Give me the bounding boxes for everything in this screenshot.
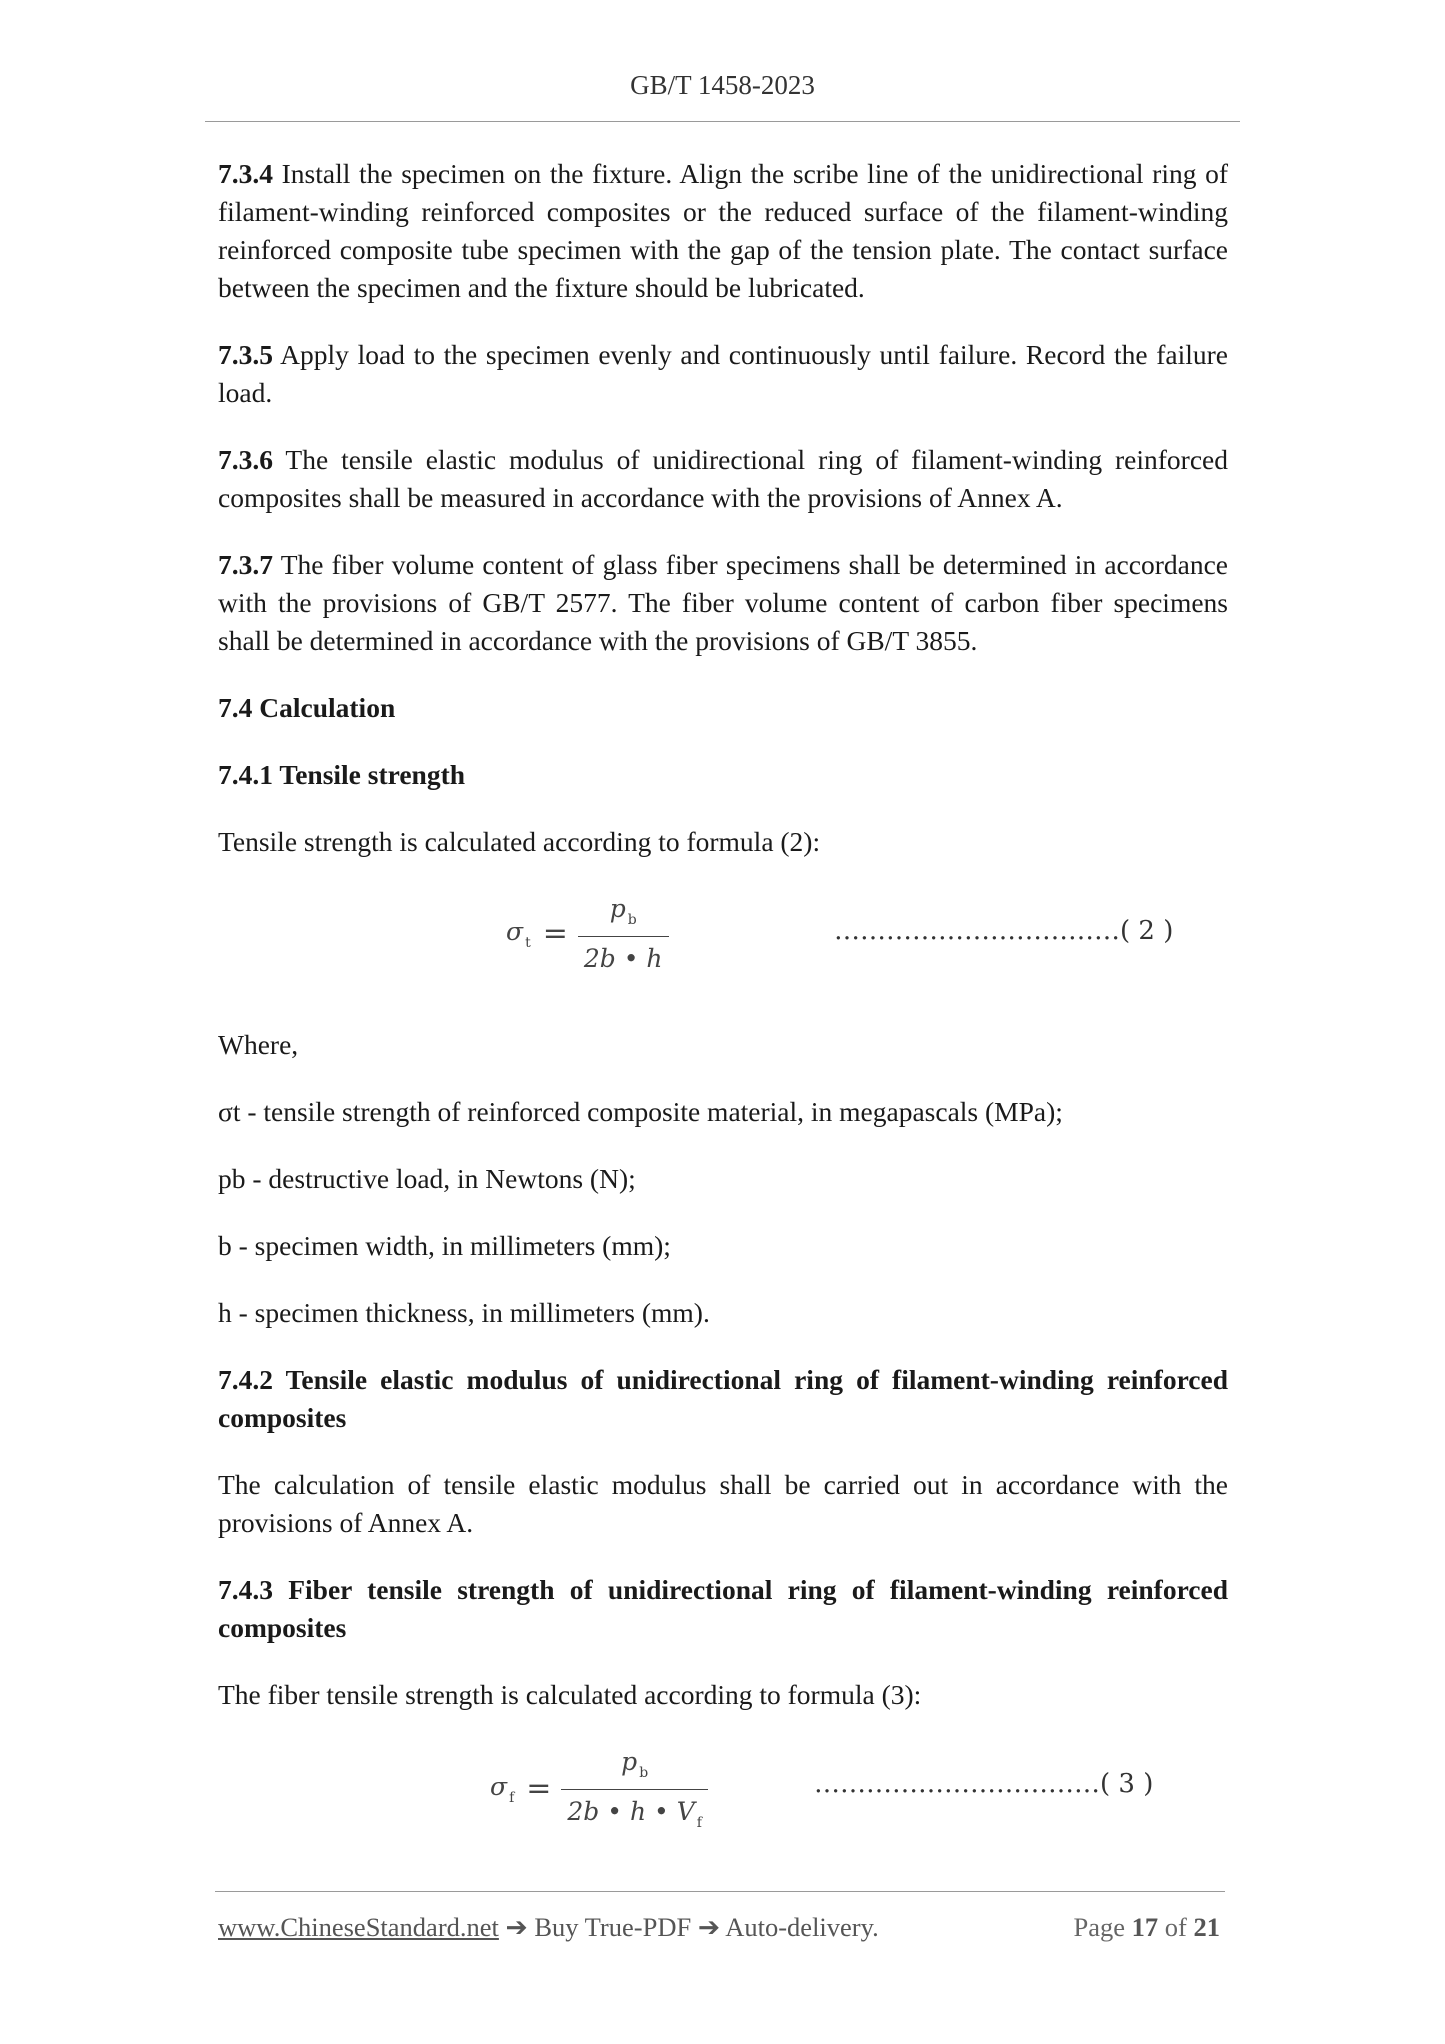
header-divider xyxy=(205,121,1240,122)
section-heading-7-4: 7.4 Calculation xyxy=(218,692,396,723)
buy-pdf-text: Buy True-PDF xyxy=(534,1912,692,1942)
formula-2-leader: ……………………………( 2 ) xyxy=(834,916,1174,946)
fraction-numerator: p $_b$ xyxy=(621,1747,649,1781)
formula-fraction xyxy=(578,890,669,978)
section-heading-7-4-3: 7.4.3 Fiber tensile strength of unidirectional ring of filament-winding reinforced composites xyxy=(218,1574,1228,1643)
formula-3-row xyxy=(218,1743,1228,1831)
arrow-right-icon: ➔ xyxy=(505,1912,528,1942)
fraction-numerator: p $_b$ xyxy=(609,894,637,928)
clause-number: 7.3.5 xyxy=(218,339,273,370)
formula-lhs: σ $_f$ xyxy=(490,1772,515,1806)
delivery-text: Auto-delivery. xyxy=(725,1912,879,1942)
equals-sign: = xyxy=(542,916,568,951)
formula-3-number: ( 3 ) xyxy=(1100,1769,1154,1799)
definition-pb: pb - destructive load, in Newtons (N); xyxy=(218,1163,636,1194)
document-header: GB/T 1458-2023 xyxy=(630,70,815,100)
definition-h: h - specimen thickness, in millimeters (mm). xyxy=(218,1297,710,1328)
section-heading-7-4-2: 7.4.2 Tensile elastic modulus of unidirectional ring of filament-winding reinforced composites xyxy=(218,1364,1228,1433)
clause-text: Install the specimen on the fixture. Align the scribe line of the unidirectional ring of filament-winding reinforced composites or the reduced surface of the filament-winding reinforced composite tube specimen with the gap of the tension plate. The contact surface between the specimen and the fixture should be lubricated. xyxy=(218,158,1228,303)
formula-3-intro: The fiber tensile strength is calculated according to formula (3): xyxy=(218,1679,922,1710)
clause-number: 7.3.6 xyxy=(218,444,273,475)
of-label: of xyxy=(1164,1912,1187,1942)
footer-divider xyxy=(215,1891,1225,1892)
formula-lhs: σ $_t$ xyxy=(506,917,531,951)
fraction-denominator: 2b • h xyxy=(578,936,669,978)
clause-number: 7.3.4 xyxy=(218,158,273,189)
arrow-right-icon: ➔ xyxy=(697,1912,721,1942)
section-heading-7-4-1: 7.4.1 Tensile strength xyxy=(218,759,466,790)
definition-b: b - specimen width, in millimeters (mm); xyxy=(218,1230,671,1261)
page-number: 17 xyxy=(1131,1912,1159,1942)
page-total: 21 xyxy=(1193,1912,1220,1942)
clause-number: 7.3.7 xyxy=(218,549,273,580)
clause-text: Apply load to the specimen evenly and continuously until failure. Record the failure load. xyxy=(218,339,1228,408)
clause-text: The tensile elastic modulus of unidirectional ring of filament-winding reinforced composites shall be measured in accordance with the provisions of Annex A. xyxy=(218,444,1228,513)
page-indicator xyxy=(1074,1912,1220,1943)
fraction-denominator: 2b • h • V $_f$ xyxy=(561,1789,708,1835)
formula-2-number: ( 2 ) xyxy=(1120,916,1174,946)
page-label: Page xyxy=(1073,1912,1126,1942)
clause-text: The fiber volume content of glass fiber specimens shall be determined in accordance with the provisions of GB/T 2577. The fiber volume content of carbon fiber specimens shall be determined in accordance with the provisions of GB/T 3855. xyxy=(218,549,1228,656)
equals-sign: = xyxy=(526,1771,552,1806)
footer-promo xyxy=(218,1912,879,1943)
clause-7-3-4 xyxy=(218,155,1228,307)
formula-2 xyxy=(506,890,669,978)
formula-3-leader: ……………………………( 3 ) xyxy=(814,1769,1154,1799)
document-body xyxy=(218,155,1228,1879)
website-link[interactable]: www.ChineseStandard.net xyxy=(218,1912,499,1942)
where-label: Where, xyxy=(218,1029,299,1060)
formula-fraction xyxy=(561,1743,708,1835)
clause-7-3-7 xyxy=(218,546,1228,660)
formula-2-intro: Tensile strength is calculated according to formula (2): xyxy=(218,826,821,857)
clause-7-4-2-text: The calculation of tensile elastic modulus shall be carried out in accordance with the provisions of Annex A. xyxy=(218,1469,1228,1538)
definition-sigma-t: σt - tensile strength of reinforced composite material, in megapascals (MPa); xyxy=(218,1096,1063,1127)
clause-7-3-5 xyxy=(218,336,1228,412)
formula-3 xyxy=(490,1743,708,1835)
formula-2-row xyxy=(218,890,1228,978)
clause-7-3-6 xyxy=(218,441,1228,517)
